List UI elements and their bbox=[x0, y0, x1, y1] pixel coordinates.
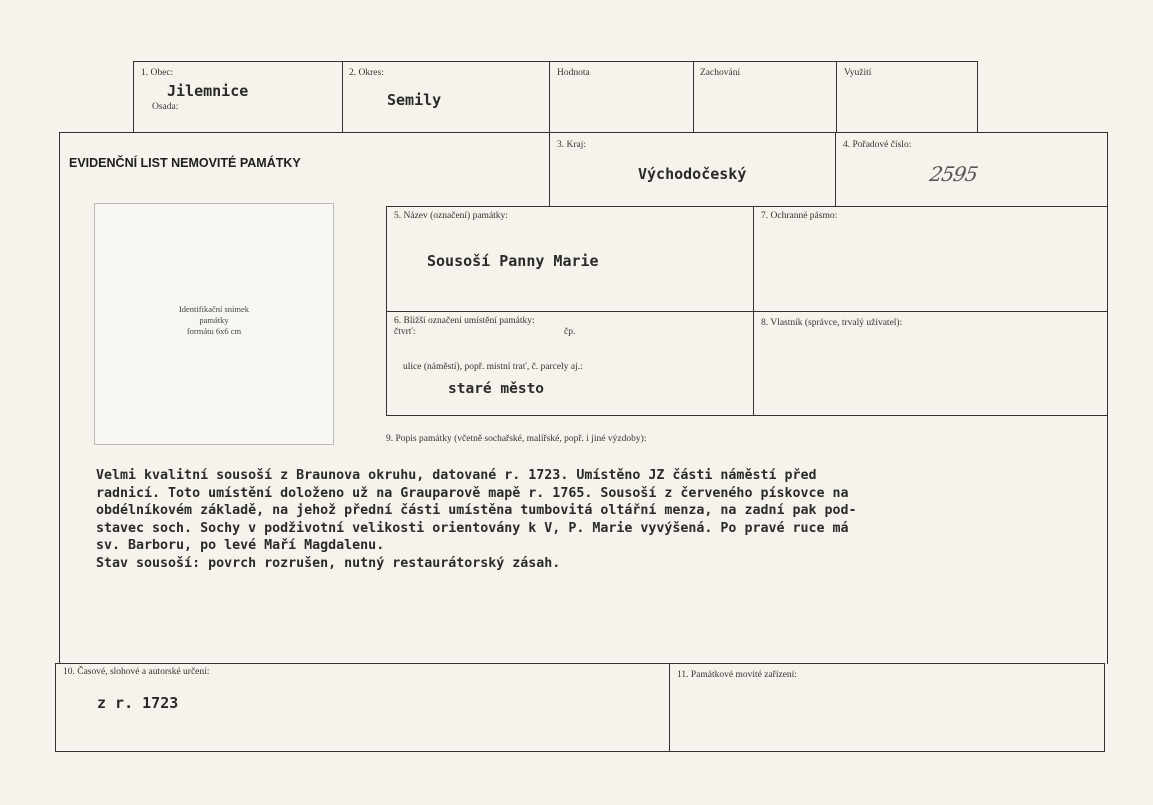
popis-line: obdélníkovém základě, na jehož přední části umístěna tumbovitá oltářní menza, na zadní pak pod- bbox=[96, 503, 857, 518]
ulice-value: staré město bbox=[448, 381, 545, 397]
obec-value: Jilemnice bbox=[167, 82, 249, 100]
photo-text-line-3: formátu 6x6 cm bbox=[186, 326, 242, 336]
vyuziti-label: Využití bbox=[844, 68, 872, 78]
ctvrt-label: čtvrť: bbox=[394, 327, 416, 337]
popis-label: 9. Popis památky (včetně sochařské, malířské, popř. i jiné výzdoby): bbox=[386, 434, 647, 444]
obec-label: 1. Obec: bbox=[141, 68, 174, 78]
popis-line: sv. Barboru, po levé Maří Magdalenu. bbox=[96, 538, 385, 553]
poradove-label: 4. Pořadové číslo: bbox=[843, 140, 912, 150]
ochranne-label: 7. Ochranné pásmo: bbox=[761, 211, 838, 221]
popis-line: stavec soch. Sochy v podživotní velikosti orientovány k V, P. Marie vyvýšená. Po pravé ruce má bbox=[96, 520, 849, 536]
nazev-label: 5. Název (označení) památky: bbox=[394, 211, 508, 221]
casove-label: 10. Časové, slohové a autorské určení: bbox=[63, 667, 210, 677]
popis-text bbox=[96, 467, 1056, 572]
okres-label: 2. Okres: bbox=[349, 68, 384, 78]
photo-placeholder bbox=[94, 203, 334, 445]
popis-line: Stav sousoší: povrch rozrušen, nutný restaurátorský zásah. bbox=[96, 555, 561, 571]
blizsi-label: 6. Bližší označení umístění památky: bbox=[394, 316, 535, 326]
popis-line: radnicí. Toto umístění doloženo už na Grauparově mapě r. 1765. Sousoší z červeného pískovce na bbox=[96, 485, 849, 501]
photo-text-line-1: Identifikační snímek bbox=[178, 304, 250, 314]
popis-line: Velmi kvalitní sousoší z Braunova okruhu, datované r. 1723. Umístěno JZ části náměstí před bbox=[96, 468, 817, 483]
zachovani-label: Zachování bbox=[700, 68, 741, 78]
cp-label: čp. bbox=[564, 327, 576, 337]
hodnota-label: Hodnota bbox=[557, 68, 590, 78]
poradove-value: 2595 bbox=[927, 162, 980, 186]
kraj-label: 3. Kraj: bbox=[557, 140, 587, 150]
form-title: EVIDENČNÍ LIST NEMOVITÉ PAMÁTKY bbox=[69, 156, 301, 170]
movite-label: 11. Památkové movité zařízení: bbox=[677, 670, 797, 680]
photo-text-line-2: památky bbox=[199, 315, 229, 325]
casove-value: z r. 1723 bbox=[97, 694, 179, 712]
ulice-label: ulice (náměstí), popř. místní trať, č. parcely aj.: bbox=[403, 362, 583, 372]
ochranne-cell bbox=[753, 206, 1108, 312]
vlastnik-label: 8. Vlastník (správce, trvalý uživatel): bbox=[761, 318, 903, 328]
kraj-value: Východočeský bbox=[638, 165, 747, 183]
osada-label: Osada: bbox=[152, 102, 179, 112]
nazev-value: Sousoší Panny Marie bbox=[427, 252, 599, 270]
okres-value: Semily bbox=[387, 91, 442, 109]
